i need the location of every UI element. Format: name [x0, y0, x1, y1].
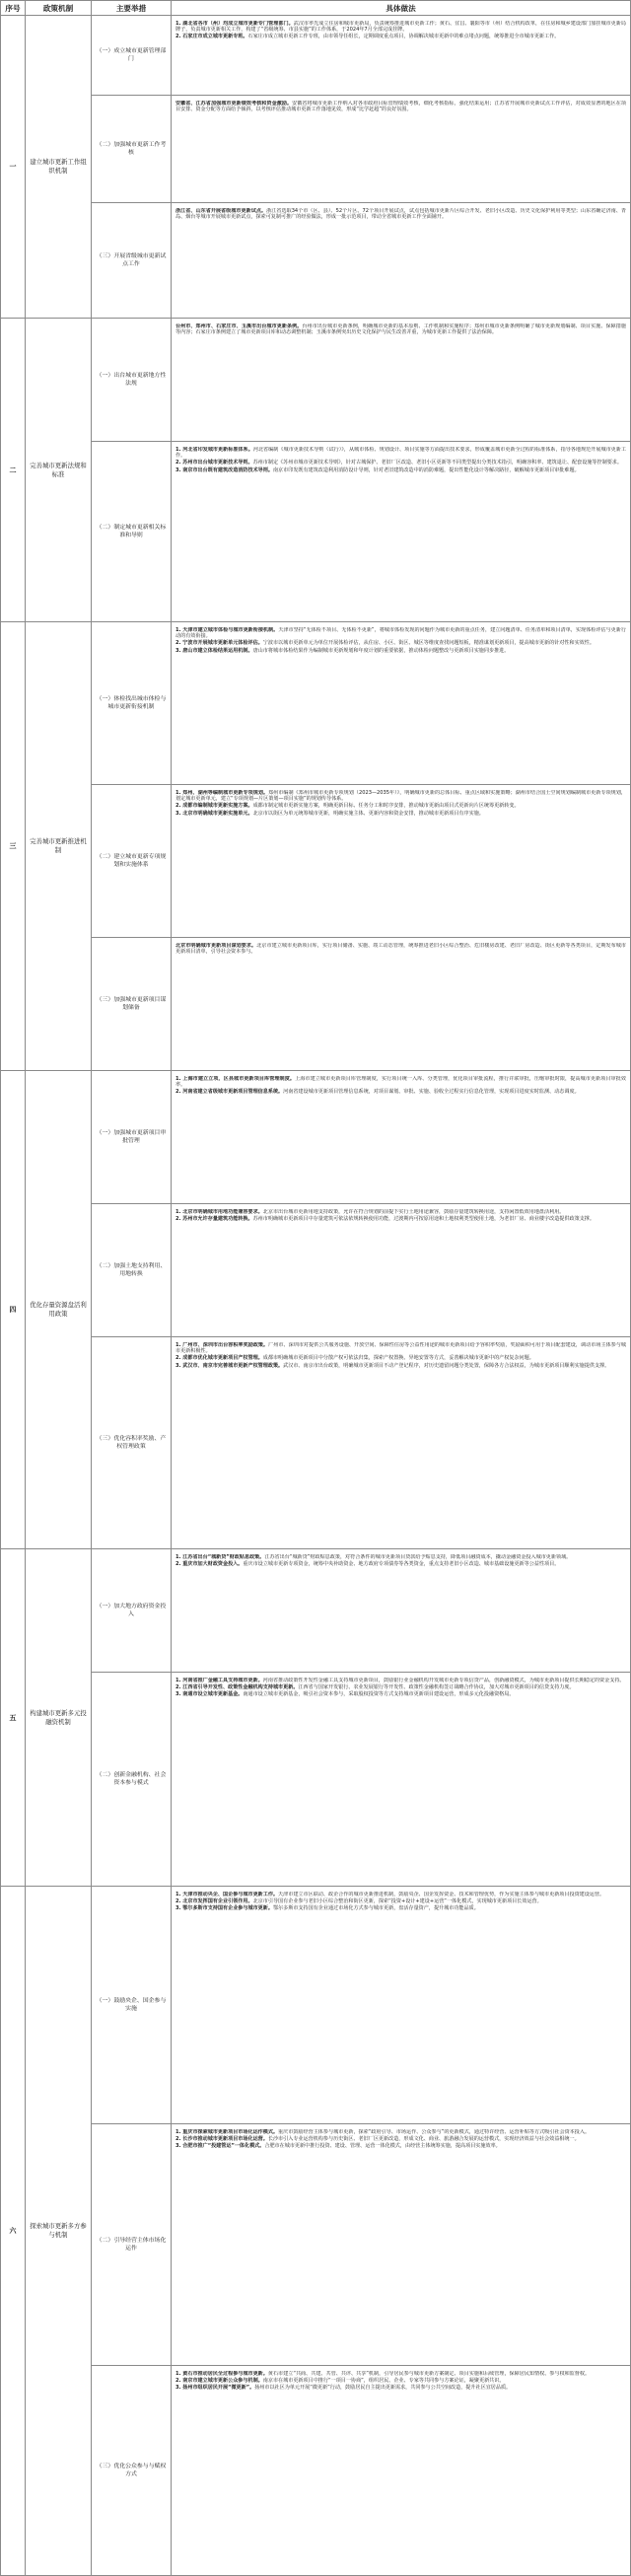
- detail-item-title: 1. 重庆市探索城市更新项目市场化运作模式。: [175, 2128, 279, 2135]
- detail-item: [175, 1561, 626, 1567]
- detail-item-body: 南京市在城市更新项目中推行“一项目一协商”，组织居民、企业、专家等共同参与方案论证，凝聚更新共识。: [262, 2377, 505, 2384]
- measure-detail: [172, 203, 631, 319]
- main-measure: （一）成立城市更新管理部门: [92, 16, 172, 96]
- detail-item-title: 1. 河南省推广金融工具支持城市更新。: [175, 1677, 263, 1683]
- detail-item-body: 武汉市、南京市出台政策，明确城市更新项目不动产登记程序，对历史遗留问题分类处置，保障各方合法权益，为城市更新项目顺利实施提供支撑。: [283, 1362, 610, 1369]
- detail-item: [175, 1209, 626, 1215]
- measure-detail: [172, 442, 631, 622]
- detail-item: [175, 1076, 626, 1089]
- table-body: [1, 16, 631, 2576]
- table-row: [1, 1071, 631, 1204]
- measure-detail: [172, 1337, 631, 1549]
- table-row: [1, 1204, 631, 1337]
- detail-item-body: 成都市制定城市更新实施方案，明确更新目标、任务分工和时序安排，推动城市更新由项目式更新向片区统筹更新转变。: [252, 803, 520, 810]
- detail-item-body: 台州市出台城市更新条例，明确城市更新的基本原则、工作机制和实施程序；郑州市城市更新条例明确了城市更新规划编制、项目实施、保障措施等内容；石家庄市条例建立了城市更新项目库和动态调整机制；玉溪市条例突出历史文化保护与民生改善并重，为城市更新工作提供了法治保障。: [175, 322, 626, 335]
- header-measure: 主要举措: [92, 1, 172, 16]
- detail-item-body: 重庆市设立城市更新专项资金，统筹中央补助资金、地方政府专项债券等各类资金，重点支持老旧小区改造、城市基础设施更新等公益性项目。: [243, 1560, 560, 1567]
- measure-detail: [172, 2366, 631, 2576]
- detail-item-title: 3. 武汉市、南京市完善城市更新产权管理政策。: [175, 1362, 284, 1369]
- measure-detail: [172, 319, 631, 442]
- detail-item-body: 河南省推动政策性开发性金融工具支持城市更新项目，鼓励银行业金融机构开发城市更新专项信贷产品，创新融资模式，为城市更新项目提供长期稳定的资金支持。: [262, 1677, 625, 1683]
- policy-mechanism: 建立城市更新工作组织机制: [26, 16, 92, 319]
- detail-item: [175, 1554, 626, 1560]
- main-measure: （二）加强城市更新工作考核: [92, 96, 172, 203]
- table-row: [1, 1887, 631, 2124]
- detail-item-body: 成都市明确城市更新项目中分散产权可依法归集，探索产权置换、异地安置等方式，妥善解决城市更新中的产权复杂问题。: [262, 1355, 534, 1362]
- detail-item: [175, 2129, 626, 2135]
- detail-item-body: 石家庄市成立城市更新工作专班，由市领导任组长，定期调度重点项目，协调解决城市更新中的难点堵点问题，统筹推进全市城市更新工作。: [247, 34, 560, 40]
- detail-item: [175, 1691, 626, 1697]
- row-number: 五: [1, 1549, 26, 1887]
- detail-item: [175, 2385, 626, 2391]
- detail-item-body: 上海市建立城市更新项目库管理制度，实行项目统一入库、分类管理，优化项目审批流程，推行并联审批，压缩审批时限，提高城市更新项目审批效率。: [175, 1075, 626, 1088]
- main-measure: （二）加强土地支持利用、用地转换: [92, 1204, 172, 1337]
- detail-item-body: 唐山市将城市体检结果作为编制城市更新规划和年度计划的重要依据，推动体检问题整改与更新项目实施同步推进。: [252, 647, 510, 654]
- detail-item-body: 江西省与国家开发银行、农业发展银行等开发性、政策性金融机构签订战略合作协议，加大对城市更新项目的信贷支持力度。: [298, 1683, 575, 1690]
- measure-detail: [172, 16, 631, 96]
- measure-detail: [172, 1071, 631, 1204]
- detail-item-body: 天津市坚持“无体检不项目、无体检不更新”，将城市体检发现的问题作为城市更新的重点任务，建立问题清单、任务清单和项目清单，实现体检评估与更新行动的有效衔接。: [175, 626, 626, 639]
- main-measure: （二）制定城市更新相关标准和导则: [92, 442, 172, 622]
- header-no: 序号: [1, 1, 26, 16]
- header-mechanism: 政策机制: [26, 1, 92, 16]
- detail-item-title: 3. 扬州市组织居民开展“微更新”。: [175, 2385, 255, 2392]
- detail-item-body: 长沙市引入专业运营机构参与历史街区、老旧厂区更新改造，形成文化、商业、旅游融合发展的运营模式，实现经济效益与社会效益相统一。: [267, 2135, 580, 2142]
- policy-mechanism: 完善城市更新推进机制: [26, 622, 92, 1071]
- detail-item-title: 3. 北京市明确城市更新实施单元。: [175, 810, 253, 817]
- detail-item-title: 2. 石家庄市成立城市更新专班。: [175, 34, 248, 40]
- detail-item-title: 3. 南通市设立城市更新基金。: [175, 1691, 244, 1698]
- detail-item-body: 重庆市鼓励经营主体参与城市更新，探索“政府引导、市场运作、公众参与”的更新模式，通过特许经营、运营补贴等方式吸引社会资本投入。: [278, 2128, 591, 2135]
- detail-item: [175, 460, 626, 465]
- detail-item-body: 鄂尔多斯市支持国有企业通过市场化方式参与城市更新，盘活存量资产，提升城市功能品质。: [272, 1905, 479, 1912]
- detail-item-body: 武汉市率先成立住房和城市更新局，负责统筹推进城市更新工作；黄石、宜昌、襄阳等市（州）结合机构改革，在住房和城乡建设部门加挂城市更新局牌子，负责城市更新相关工作，构建了“省级统筹、市县实施”的工作体系，于2024年7月全部完成挂牌。: [175, 20, 626, 33]
- detail-item: [175, 943, 626, 956]
- detail-item-body: 宁波市以城市更新单元为单位开展体检评估，从住房、小区、街区、城区等维度查找问题短板，精准谋划更新项目，提高城市更新的针对性和实效性。: [262, 640, 595, 647]
- policy-mechanism: 探索城市更新多方参与机制: [26, 1887, 92, 2576]
- detail-item: [175, 1678, 626, 1683]
- row-number: 四: [1, 1071, 26, 1549]
- detail-item-title: 1. 北京市明确城市用地功能兼容要求。: [175, 1208, 263, 1215]
- detail-item: [175, 627, 626, 640]
- detail-item: [175, 21, 626, 34]
- main-measure: （三）开展省级城市更新试点工作: [92, 203, 172, 319]
- detail-item-title: 2. 苏州市出台城市更新技术导则。: [175, 460, 253, 466]
- detail-item-body: 浙江省选取34个市（区、县）、52个片区、72个项目开展试点，试点包括城市更新片区综合开发、老旧小区改造、历史文化保护利用等类型；山东省确定济南、青岛、烟台等城市开展城市更新试点，探索可复制可推广的经验做法，形成一批示范项目，带动全省城市更新工作全面铺开。: [175, 207, 626, 220]
- table-row: [1, 2366, 631, 2576]
- detail-item: [175, 323, 626, 336]
- detail-item: [175, 101, 626, 113]
- detail-item-body: 郑州市编制《郑州市城市更新专项规划（2023—2035年）》，明确城市更新的总体目标、重点区域和实施策略；湖州市结合国土空间规划编制城市更新专项规划，划定城市更新单元，建立“专项规划—片区策划—项目实施”的规划传导体系。: [175, 789, 626, 802]
- detail-item: [175, 1898, 626, 1904]
- detail-item-body: 扬州市以社区为单元开展“微更新”行动，鼓励居民自主提出更新需求，共同参与公共空间改造，提升社区宜居品质。: [254, 2385, 512, 2392]
- detail-item: [175, 640, 626, 646]
- main-measure: （一）加大地方政府资金投入: [92, 1549, 172, 1673]
- detail-item-body: 北京市引导国有企业参与老旧小区综合整治和街区更新，探索“投资+设计+建设+运营”一体化模式，实现城市更新项目长效运营。: [252, 1897, 542, 1904]
- detail-item-title: 2. 江西省引导开发性、政策性金融机构支持城市更新。: [175, 1683, 299, 1690]
- detail-item-title: 2. 南京市建立城市更新公众参与机制。: [175, 2377, 263, 2384]
- detail-item-title: 2. 宁波市开展城市更新单元体检评估。: [175, 640, 263, 647]
- measure-detail: [172, 1549, 631, 1673]
- main-measure: （一）鼓励央企、国企参与实施: [92, 1887, 172, 2124]
- detail-item: [175, 1342, 626, 1355]
- main-measure: （一）体检找出城市体检与城市更新衔接机制: [92, 622, 172, 785]
- measure-detail: [172, 1673, 631, 1887]
- detail-item: [175, 803, 626, 809]
- main-measure: （二）引导经营主体市场化运作: [92, 2124, 172, 2366]
- table-row: [1, 1337, 631, 1549]
- table-row: [1, 16, 631, 96]
- table-row: [1, 622, 631, 785]
- measure-detail: [172, 785, 631, 938]
- detail-item-title: 安徽省、江苏省加强城市更新绩效考核和资金激励。: [175, 100, 293, 107]
- detail-item-title: 1. 广州市、深圳市出台容积率奖励政策。: [175, 1341, 269, 1348]
- detail-item-title: 1. 天津市推动央企、国企参与城市更新工作。: [175, 1891, 279, 1897]
- detail-item-title: 3. 唐山市建立体检结果运用机制。: [175, 647, 253, 654]
- table-row: [1, 96, 631, 203]
- detail-item-title: 3. 合肥市推广“投建管运”一体化模式。: [175, 2143, 265, 2150]
- detail-item-body: 安徽省将城市更新工作纳入对各市政府目标管理绩效考核，细化考核指标，强化结果运用；江苏省开展城市更新试点工作评估，对成效显著的地区在项目安排、资金分配等方面给予倾斜，以考核评估推动城市更新工作落地见效，形成“比学赶超”的良好氛围。: [175, 100, 626, 112]
- detail-item-title: 2. 苏州市允许存量建筑功能转换。: [175, 1215, 253, 1222]
- detail-item: [175, 2136, 626, 2142]
- detail-item-title: 1. 河北省印发城市更新标准体系。: [175, 446, 253, 453]
- detail-item-title: 1. 湖北省各市（州）均成立城市更新专门管理部门。: [175, 20, 294, 27]
- table-row: [1, 203, 631, 319]
- detail-item: [175, 790, 626, 803]
- detail-item-title: 2. 河南省建立省级城市更新项目管理信息系统。: [175, 1089, 284, 1096]
- table-row: [1, 2124, 631, 2366]
- detail-item: [175, 648, 626, 654]
- table-row: [1, 938, 631, 1071]
- detail-item-title: 3. 南京市出台既有建筑改造消防技术导则。: [175, 466, 273, 473]
- row-number: 二: [1, 319, 26, 622]
- detail-item: [175, 2378, 626, 2384]
- main-measure: （二）建立城市更新专项规划和实施体系: [92, 785, 172, 938]
- measure-detail: [172, 96, 631, 203]
- row-number: 三: [1, 622, 26, 1071]
- detail-item-title: 2. 成都市编制城市更新实施方案。: [175, 803, 253, 810]
- policy-mechanism: 优化存量资源盘活利用政策: [26, 1071, 92, 1549]
- detail-item: [175, 447, 626, 460]
- table-header-row: [1, 1, 631, 16]
- detail-item: [175, 1216, 626, 1222]
- detail-item-title: 3. 鄂尔多斯市支持国有企业参与城市更新。: [175, 1905, 273, 1912]
- table-row: [1, 319, 631, 442]
- detail-item-body: 北京市以街区为单元统筹城市更新，明确实施主体、更新内容和资金安排，推动城市更新项目有序实施。: [252, 810, 484, 817]
- detail-item: [175, 1905, 626, 1911]
- detail-item-title: 2. 北京市发挥国有企业引领作用。: [175, 1897, 253, 1904]
- detail-item-body: 北京市出台城市更新用地支持政策，允许在符合规划的前提下实行土地用途兼容，鼓励存量建筑转换用途，支持闲置低效用地盘活利用。: [262, 1208, 565, 1215]
- detail-item: [175, 2143, 626, 2149]
- detail-item-title: 1. 黄石市推动居民全过程参与城市更新。: [175, 2370, 268, 2377]
- row-number: 六: [1, 1887, 26, 2576]
- detail-item: [175, 811, 626, 817]
- detail-item-body: 南京市印发既有建筑改造利用消防设计导则，针对老旧建筑改造中的消防难题，提出性能化设计等解决路径，破解城市更新项目审批难题。: [272, 466, 580, 473]
- detail-item-title: 1. 上海市建立立项、区县城市更新项目库管理制度。: [175, 1075, 296, 1082]
- detail-item-body: 合肥市在城市更新中推行投资、建设、管理、运营一体化模式，由经营主体统筹实施，提高项目实施效率。: [264, 2143, 501, 2150]
- detail-item-body: 江苏省出台“城新贷”财政贴息政策，对符合条件的城市更新项目贷款给予贴息支持，降低项目融资成本，撬动金融资金投入城市更新领域。: [264, 1553, 572, 1560]
- main-measure: （三）加强城市更新项目谋划储备: [92, 938, 172, 1071]
- detail-item: [175, 467, 626, 473]
- main-measure: （一）加强城市更新项目审批管理: [92, 1071, 172, 1204]
- detail-item-body: 黄石市建立“共商、共建、共管、共评、共享”机制，引导居民参与城市更新方案制定、项目实施和后续管理，保障居民知情权、参与权和监督权。: [267, 2370, 591, 2377]
- row-number: 一: [1, 16, 26, 319]
- table-row: [1, 785, 631, 938]
- main-measure: （三）优化容积率奖励、产权管理政策: [92, 1337, 172, 1549]
- table-row: [1, 442, 631, 622]
- detail-item: [175, 1355, 626, 1361]
- main-measure: （一）出台城市更新地方性法规: [92, 319, 172, 442]
- measure-detail: [172, 622, 631, 785]
- policy-mechanism: 构建城市更新多元投融资机制: [26, 1549, 92, 1887]
- detail-item: [175, 1684, 626, 1690]
- detail-item-body: 河北省编制《城市更新技术导则（试行）》，从城市体检、规划设计、项目实施等方面提出技术要求，形成覆盖城市更新全过程的标准体系，指导各地规范开展城市更新工作。: [175, 446, 626, 459]
- main-measure: （三）优化公众参与与赋权方式: [92, 2366, 172, 2576]
- detail-item-title: 2. 重庆市加大财政资金投入。: [175, 1560, 244, 1567]
- main-measure: （二）创新金融机构、社会资本参与模式: [92, 1673, 172, 1887]
- measure-detail: [172, 1204, 631, 1337]
- measure-detail: [172, 938, 631, 1071]
- detail-item-title: 浙江省、山东省开展省级城市更新试点。: [175, 207, 267, 214]
- detail-item-body: 河南省建设城市更新项目管理信息系统，对项目谋划、审批、实施、验收全过程实行信息化管理，实现项目进度实时监测、动态调度。: [283, 1089, 580, 1096]
- detail-item: [175, 1363, 626, 1369]
- detail-item-body: 南通市设立城市更新基金，吸引社会资本参与，采取股权投资等方式支持城市更新项目建设运营，形成多元化投融资格局。: [243, 1691, 515, 1698]
- policy-mechanism: 完善城市更新法规和标准: [26, 319, 92, 622]
- detail-item: [175, 1089, 626, 1095]
- measure-detail: [172, 1887, 631, 2124]
- detail-item-body: 苏州市制定《苏州市城市更新技术导则》，针对古城保护、老旧厂区改造、老旧小区更新等不同类型提出分类技术指引，明确容积率、建筑退让、配套设施等控制要求。: [252, 460, 622, 466]
- detail-item-title: 2. 成都市优化城市更新项目产权管理。: [175, 1355, 263, 1362]
- detail-item-body: 苏州市明确城市更新项目中存量建筑可依法依规转换使用功能，过渡期内可按原用途和土地权利类型使用土地，为老旧厂房、商业楼宇改造提供政策支撑。: [252, 1215, 595, 1222]
- table-row: [1, 1549, 631, 1673]
- detail-item-title: 1. 江苏省出台“城新贷”财政贴息政策。: [175, 1553, 265, 1560]
- measure-detail: [172, 2124, 631, 2366]
- detail-item-title: 北京市明确城市更新项目谋划要求。: [175, 942, 257, 949]
- detail-item-title: 台州市、郑州市、石家庄市、玉溪市出台城市更新条例。: [175, 322, 303, 329]
- detail-item: [175, 34, 626, 39]
- detail-item-body: 广州市、深圳市对提供公共服务设施、开放空间、保障性住房等公益性用途的城市更新项目给予容积率奖励，奖励面积可用于项目配套建设，调动市场主体参与城市更新积极性。: [175, 1341, 626, 1354]
- header-detail: 具体做法: [172, 1, 631, 16]
- detail-item: [175, 2371, 626, 2377]
- detail-item-title: 1. 郑州、湖州等编制城市更新专项规划。: [175, 789, 269, 796]
- table-row: [1, 1673, 631, 1887]
- detail-item: [175, 208, 626, 221]
- detail-item-body: 北京市建立城市更新项目库，实行项目储备、实施、竣工动态管理，统筹推进老旧小区综合整治、危旧楼房改建、老旧厂房改造、街区更新等各类项目，定期发布城市更新项目清单，引导社会资本参与。: [175, 942, 626, 955]
- detail-item-title: 2. 长沙市推动城市更新项目市场化运营。: [175, 2135, 268, 2142]
- detail-item: [175, 1892, 626, 1897]
- detail-item-body: 天津市建立市区联动、政企合作的城市更新推进机制，鼓励央企、国企发挥资金、技术和管理优势，作为实施主体参与城市更新项目投资建设运营。: [278, 1891, 605, 1897]
- detail-item-title: 1. 天津市建立城市体检与城市更新衔接机制。: [175, 626, 279, 633]
